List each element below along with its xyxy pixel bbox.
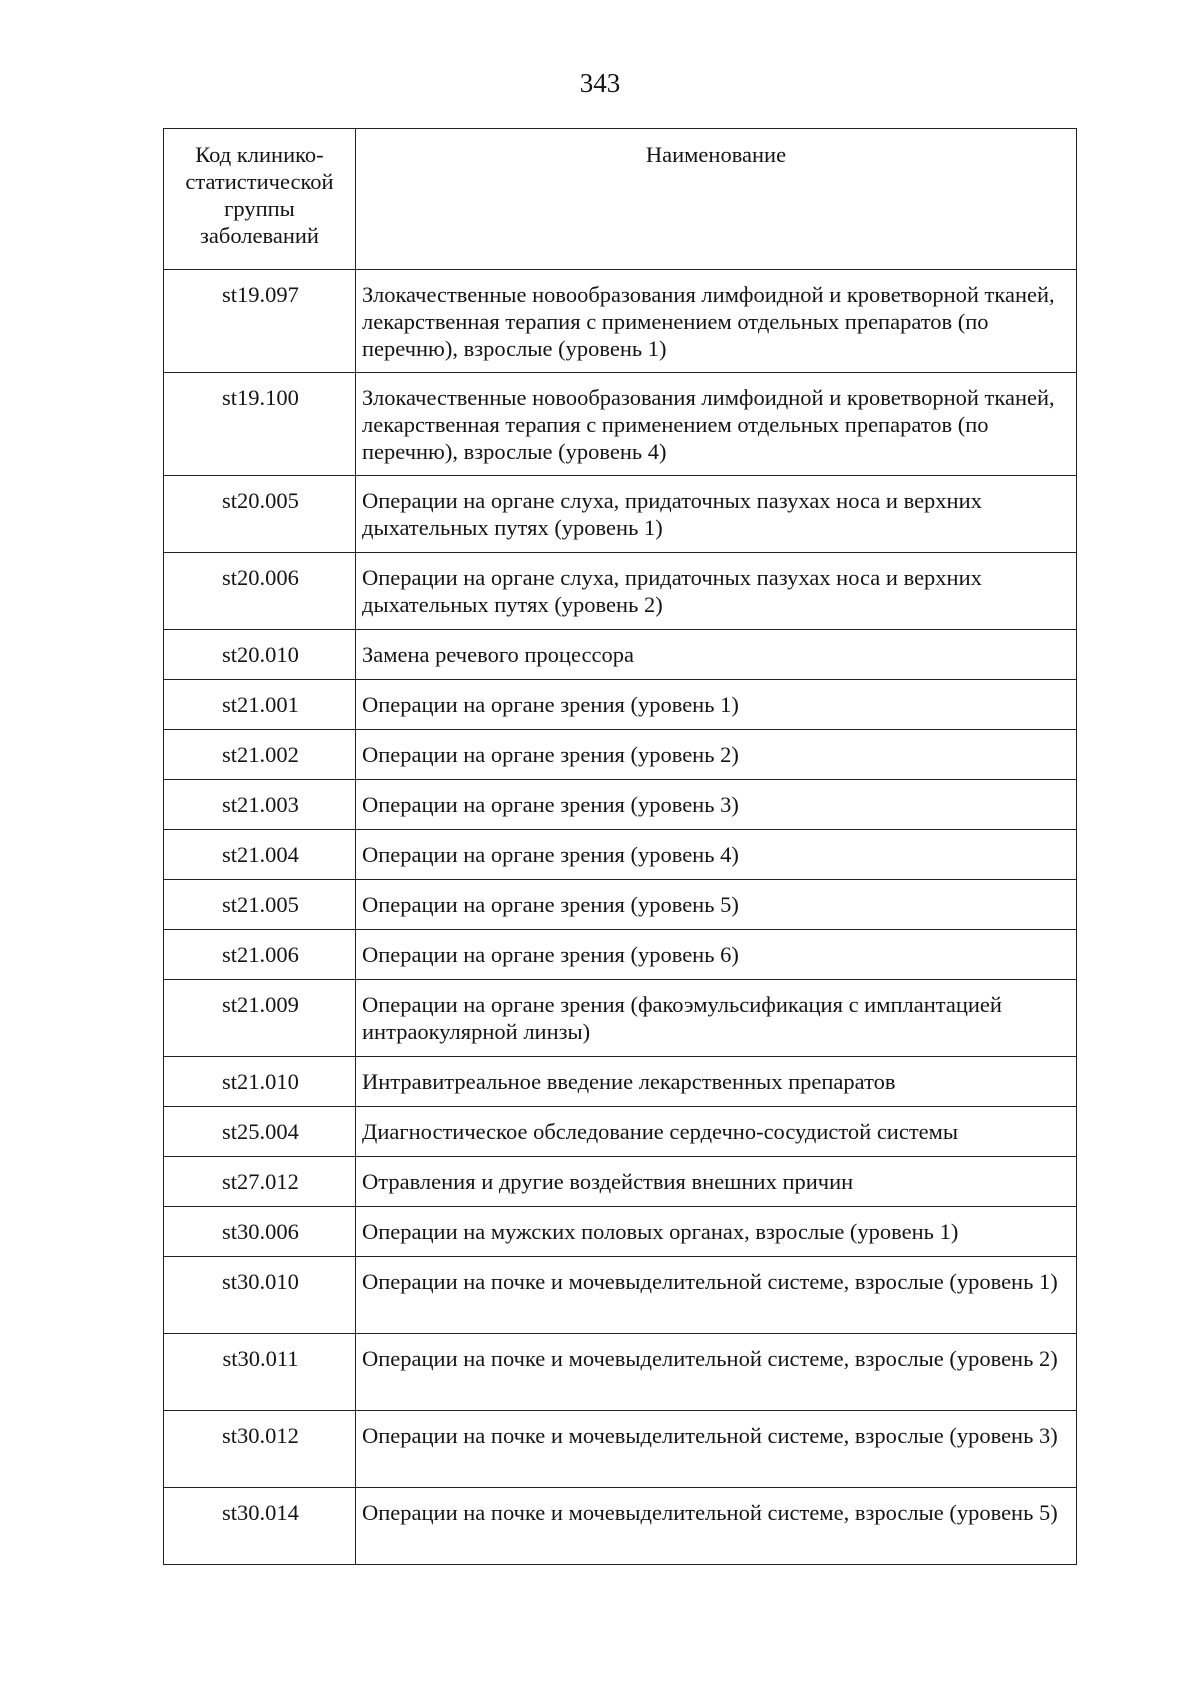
row-name: Операции на почке и мочевыделительной системе, взрослые (уровень 5) (356, 1488, 1077, 1565)
table-row (164, 373, 1077, 476)
row-name: Злокачественные новообразования лимфоидной и кроветворной тканей, лекарственная терапия с применением отдельных препаратов (по перечню), взрослые (уровень 1) (356, 270, 1077, 373)
row-name: Операции на органе зрения (уровень 6) (356, 930, 1077, 980)
row-code: st19.097 (164, 270, 356, 373)
header-code-line: группы (224, 196, 295, 221)
row-code: st21.002 (164, 730, 356, 780)
row-code: st21.004 (164, 830, 356, 880)
table-row (164, 476, 1077, 553)
row-code: st20.010 (164, 630, 356, 680)
row-code: st27.012 (164, 1157, 356, 1207)
header-code-line: статистической (185, 169, 334, 194)
row-name: Операции на органе зрения (уровень 4) (356, 830, 1077, 880)
row-name: Замена речевого процессора (356, 630, 1077, 680)
row-code: st30.006 (164, 1207, 356, 1257)
row-name: Операции на органе слуха, придаточных пазухах носа и верхних дыхательных путях (уровень 2) (356, 553, 1077, 630)
row-code: st30.011 (164, 1334, 356, 1411)
page-number: 343 (579, 68, 621, 98)
header-code-line: Код клинико- (195, 142, 324, 167)
clinical-groups-table (163, 128, 1077, 1565)
row-name: Операции на органе зрения (уровень 1) (356, 680, 1077, 730)
row-code: st30.012 (164, 1411, 356, 1488)
row-code: st21.003 (164, 780, 356, 830)
table-row (164, 1107, 1077, 1157)
table-row (164, 1207, 1077, 1257)
table-header-row (164, 129, 1077, 270)
table-row (164, 630, 1077, 680)
row-name: Операции на органе зрения (уровень 2) (356, 730, 1077, 780)
row-code: st30.014 (164, 1488, 356, 1565)
table-row (164, 880, 1077, 930)
row-name: Операции на мужских половых органах, взрослые (уровень 1) (356, 1207, 1077, 1257)
header-code (164, 129, 356, 270)
table-row (164, 1411, 1077, 1488)
table-row (164, 980, 1077, 1057)
table-row (164, 680, 1077, 730)
table-row (164, 1157, 1077, 1207)
table-row (164, 930, 1077, 980)
table-row (164, 730, 1077, 780)
row-name: Операции на органе зрения (уровень 5) (356, 880, 1077, 930)
row-name: Отравления и другие воздействия внешних причин (356, 1157, 1077, 1207)
table-row (164, 270, 1077, 373)
table-row (164, 830, 1077, 880)
table-row (164, 780, 1077, 830)
table-row (164, 1057, 1077, 1107)
row-name: Операции на почке и мочевыделительной системе, взрослые (уровень 3) (356, 1411, 1077, 1488)
table-row (164, 1334, 1077, 1411)
row-name: Диагностическое обследование сердечно-сосудистой системы (356, 1107, 1077, 1157)
table-row (164, 553, 1077, 630)
row-code: st20.006 (164, 553, 356, 630)
row-name: Операции на почке и мочевыделительной системе, взрослые (уровень 1) (356, 1257, 1077, 1334)
row-code: st21.001 (164, 680, 356, 730)
row-code: st21.005 (164, 880, 356, 930)
row-code: st19.100 (164, 373, 356, 476)
header-name: Наименование (356, 129, 1077, 270)
row-name: Операции на органе слуха, придаточных пазухах носа и верхних дыхательных путях (уровень 1) (356, 476, 1077, 553)
row-code: st21.006 (164, 930, 356, 980)
table-row (164, 1488, 1077, 1565)
table-row (164, 1257, 1077, 1334)
row-name: Злокачественные новообразования лимфоидной и кроветворной тканей, лекарственная терапия с применением отдельных препаратов (по перечню), взрослые (уровень 4) (356, 373, 1077, 476)
header-code-line: заболеваний (200, 223, 319, 248)
row-name: Операции на органе зрения (факоэмульсификация с имплантацией интраокулярной линзы) (356, 980, 1077, 1057)
row-code: st20.005 (164, 476, 356, 553)
row-name: Интравитреальное введение лекарственных препаратов (356, 1057, 1077, 1107)
row-code: st25.004 (164, 1107, 356, 1157)
row-name: Операции на почке и мочевыделительной системе, взрослые (уровень 2) (356, 1334, 1077, 1411)
row-code: st21.009 (164, 980, 356, 1057)
row-code: st30.010 (164, 1257, 356, 1334)
row-code: st21.010 (164, 1057, 356, 1107)
row-name: Операции на органе зрения (уровень 3) (356, 780, 1077, 830)
